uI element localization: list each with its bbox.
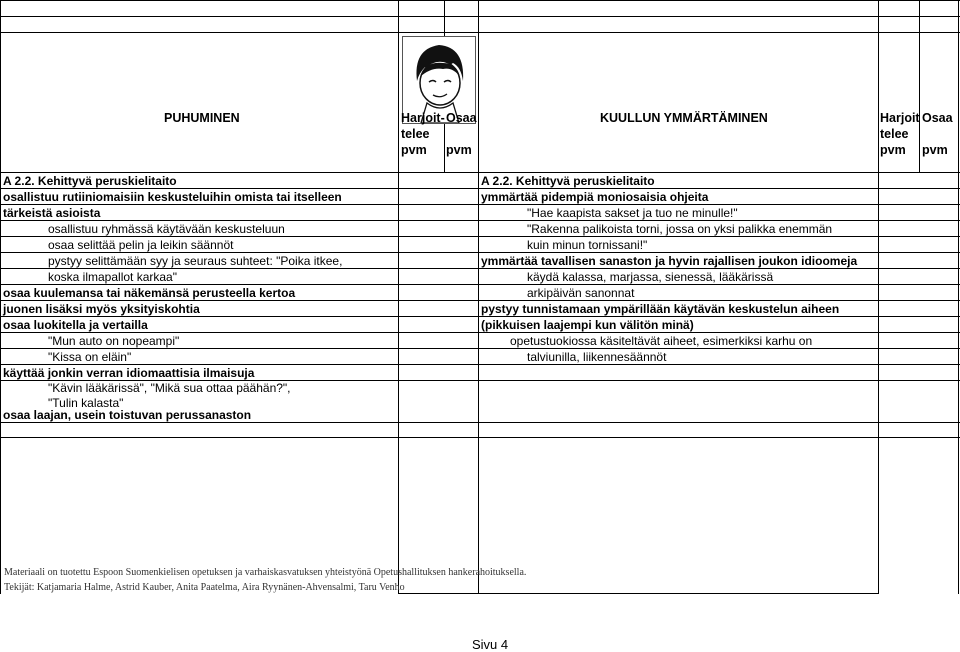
- right-skill-line: kuin minun tornissani!": [527, 238, 648, 252]
- practice-col-line3: pvm: [401, 143, 427, 157]
- grid-line: [958, 0, 959, 594]
- right-level-heading: A 2.2. Kehittyvä peruskielitaito: [481, 174, 655, 188]
- grid-line: [0, 0, 1, 594]
- grid-line: [878, 0, 879, 594]
- left-skill-line: osallistuu rutiiniomaisiin keskusteluihin omista tai itselleen: [3, 190, 342, 204]
- can-col-line3: pvm: [446, 143, 472, 157]
- grid-line: [0, 0, 960, 1]
- grid-line: [398, 593, 478, 594]
- speaking-title: PUHUMINEN: [164, 111, 240, 125]
- left-skill-line: "Kävin lääkärissä", "Mikä sua ottaa päähän?",: [48, 381, 291, 395]
- left-skill-line: osaa kuulemansa tai näkemänsä perusteella kertoa: [3, 286, 296, 300]
- right-practice-col-line3: pvm: [880, 143, 906, 157]
- authors-text: Tekijät: Katjamaria Halme, Astrid Kauber, Anita Paatelma, Aira Ryynänen-Ahvensalmi, Taru Venho: [4, 582, 405, 593]
- grid-line: [919, 0, 920, 172]
- grid-line: [478, 593, 878, 594]
- credit-text: Materiaali on tuotettu Espoon Suomenkielisen opetuksen ja varhaiskasvatuksen yhteistyönä Opetushallituksen hankerahoituksella.: [4, 567, 527, 578]
- grid-line: [0, 16, 960, 17]
- left-skill-line: "Mun auto on nopeampi": [48, 334, 180, 348]
- right-skill-line: käydä kalassa, marjassa, sienessä, lääkärissä: [527, 270, 774, 284]
- left-skill-line: osaa selittää pelin ja leikin säännöt: [48, 238, 234, 252]
- grid-line: [0, 32, 960, 33]
- right-skill-line: opetustuokiossa käsiteltävät aiheet, esimerkiksi karhu on: [510, 334, 813, 348]
- right-skill-line: "Hae kaapista sakset ja tuo ne minulle!": [527, 206, 738, 220]
- right-skill-line: pystyy tunnistamaan ympärillään käytävän keskustelun aiheen: [481, 302, 840, 316]
- right-skill-line: ymmärtää pidempiä moniosaisia ohjeita: [481, 190, 709, 204]
- left-level-heading: A 2.2. Kehittyvä peruskielitaito: [3, 174, 177, 188]
- right-skill-line: ymmärtää tavallisen sanaston ja hyvin rajallisen joukon idioomeja: [481, 254, 858, 268]
- left-skill-line: "Tulin kalasta": [48, 396, 124, 410]
- left-skill-line: osaa luokitella ja vertailla: [3, 318, 148, 332]
- grid-line: [0, 364, 960, 365]
- right-practice-col-line2: telee: [880, 127, 909, 141]
- left-skill-line: koska ilmapallot karkaa": [48, 270, 177, 284]
- right-can-col-line3: pvm: [922, 143, 948, 157]
- grid-line: [478, 0, 479, 594]
- page-number: Sivu 4: [472, 637, 509, 652]
- right-skill-line: "Rakenna palikoista torni, jossa on yksi palikka enemmän: [527, 222, 833, 236]
- listening-title: KUULLUN YMMÄRTÄMINEN: [600, 111, 768, 125]
- left-skill-line: tärkeistä asioista: [3, 206, 101, 220]
- right-skill-line: arkipäivän sanonnat: [527, 286, 635, 300]
- left-skill-line: "Kissa on eläin": [48, 350, 132, 364]
- left-skill-line: käyttää jonkin verran idiomaattisia ilmaisuja: [3, 366, 255, 380]
- left-skill-line: osaa laajan, usein toistuvan perussanaston: [3, 408, 252, 422]
- practice-col-line1: Harjoit-: [401, 111, 445, 125]
- left-skill-line: pystyy selittämään syy ja seuraus suhteet: "Poika itkee,: [48, 254, 343, 268]
- grid-line: [0, 172, 960, 173]
- grid-line: [0, 220, 960, 221]
- can-col-line1: Osaa: [446, 111, 477, 125]
- right-can-col-line1: Osaa: [922, 111, 953, 125]
- grid-line: [398, 0, 399, 594]
- right-skill-line: (pikkuisen laajempi kun välitön minä): [481, 318, 694, 332]
- right-practice-col-line1: Harjoit: [880, 111, 920, 125]
- practice-col-line2: telee: [401, 127, 430, 141]
- left-skill-line: osallistuu ryhmässä käytävään keskusteluun: [48, 222, 285, 236]
- grid-line: [0, 437, 960, 438]
- left-skill-line: juonen lisäksi myös yksityiskohtia: [3, 302, 200, 316]
- right-skill-line: talviunilla, liikennesäännöt: [527, 350, 667, 364]
